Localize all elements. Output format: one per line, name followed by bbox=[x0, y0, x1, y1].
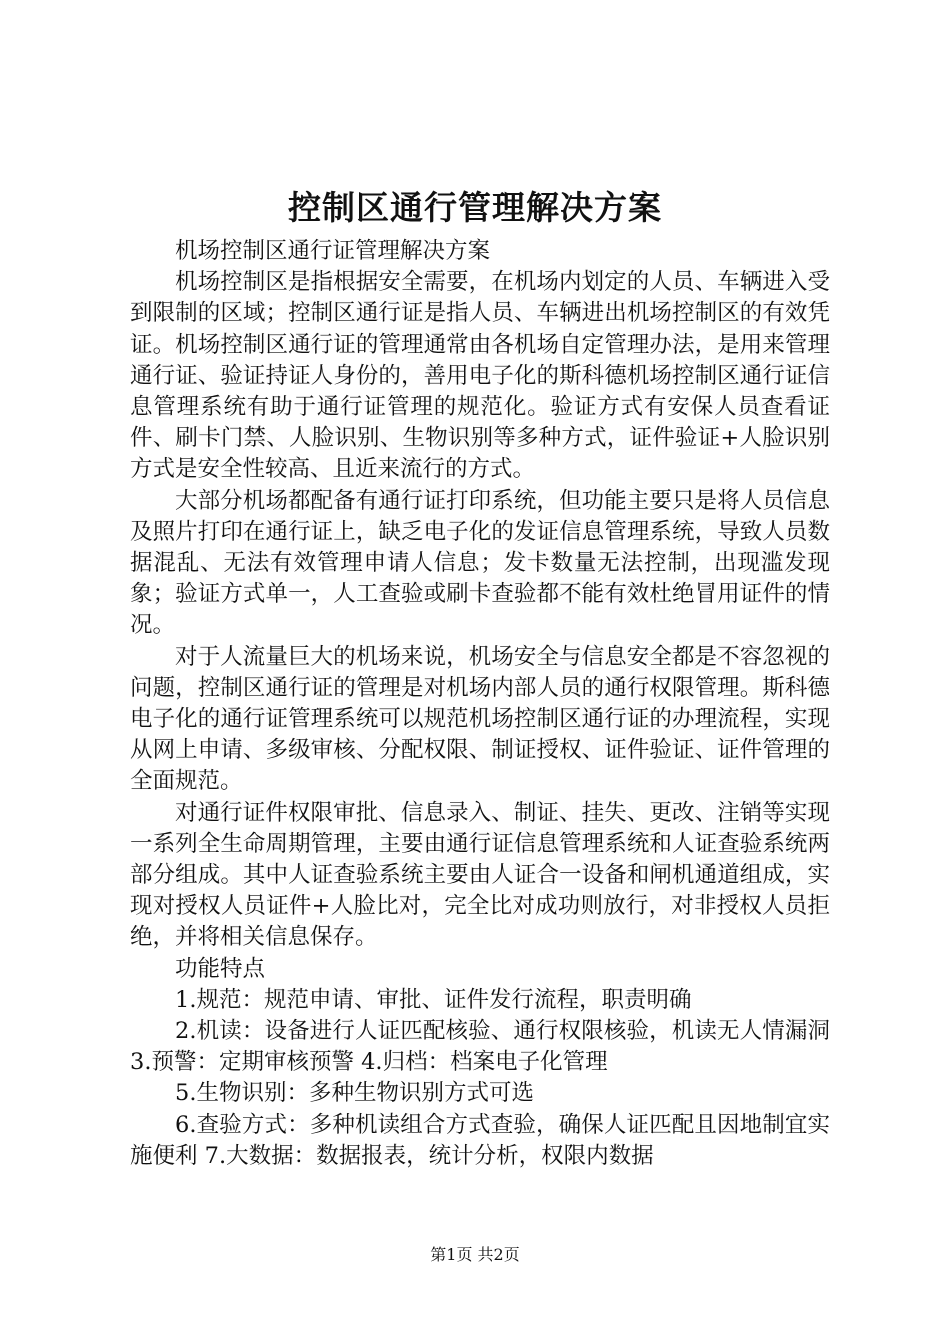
feature-item-1: 1.规范：规范申请、审批、证件发行流程，职责明确 bbox=[175, 986, 692, 1013]
paragraph-definition: 机场控制区是指根据安全需要，在机场内划定的人员、车辆进入受到限制的区域；控制区通行证是指人员、车辆进出机场控制区的有效凭证。机场控制区通行证的管理通常由各机场自定管理办法，是用来管理通行证、验证持证人身份的，善用电子化的斯科德机场控制区通行证信息管理系统有助于通行证管理的规范化。验证方式有安保人员查看证件、刷卡门禁、人脸识别、生物识别等多种方式，证件验证+人脸识别方式是安全性较高、且近来流行的方式。 bbox=[130, 269, 830, 483]
document-body bbox=[130, 236, 830, 1172]
paragraph-current-problems: 大部分机场都配备有通行证打印系统，但功能主要只是将人员信息及照片打印在通行证上，缺乏电子化的发证信息管理系统，导致人员数据混乱、无法有效管理申请人信息；发卡数量无法控制，出现滥发现象；验证方式单一，人工查验或刷卡查验都不能有效杜绝冒用证件的情况。 bbox=[130, 487, 830, 639]
feature-item-2-4: 2.机读：设备进行人证匹配核验、通行权限核验，机读无人情漏洞 3.预警：定期审核预警 4.归档：档案电子化管理 bbox=[130, 1018, 830, 1076]
paragraph-system-composition: 对通行证件权限审批、信息录入、制证、挂失、更改、注销等实现一系列全生命周期管理，主要由通行证信息管理系统和人证查验系统两部分组成。其中人证查验系统主要由人证合一设备和闸机通道组成，实现对授权人员证件+人脸比对，完全比对成功则放行，对非授权人员拒绝，并将相关信息保存。 bbox=[130, 799, 830, 951]
page-footer: 第1页 共2页 bbox=[430, 1245, 520, 1264]
feature-item-5: 5.生物识别：多种生物识别方式可选 bbox=[175, 1080, 534, 1107]
feature-item-6-7: 6.查验方式：多种机读组合方式查验，确保人证匹配且因地制宜实施便利 7.大数据：数据报表，统计分析，权限内数据 bbox=[130, 1111, 830, 1169]
features-heading: 功能特点 bbox=[175, 955, 266, 982]
paragraph-subtitle: 机场控制区通行证管理解决方案 bbox=[175, 238, 491, 264]
paragraph-solution-overview: 对于人流量巨大的机场来说，机场安全与信息安全都是不容忽视的问题，控制区通行证的管理是对机场内部人员的通行权限管理。斯科德电子化的通行证管理系统可以规范机场控制区通行证的办理流程，实现从网上申请、多级审核、分配权限、制证授权、证件验证、证件管理的全面规范。 bbox=[130, 643, 830, 795]
document-title: 控制区通行管理解决方案 bbox=[288, 188, 662, 227]
